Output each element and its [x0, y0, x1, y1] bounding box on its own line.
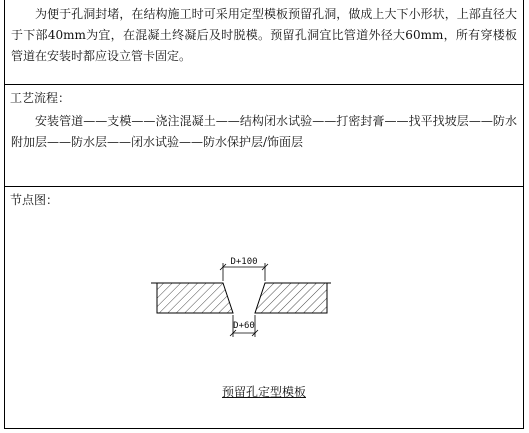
- node-section: [5, 187, 523, 429]
- diagram-caption: 预留孔定型模板: [221, 385, 306, 399]
- document-table: [4, 0, 524, 429]
- process-label: 工艺流程：: [10, 91, 71, 105]
- bottom-dimension: [230, 315, 258, 337]
- process-section: [5, 85, 523, 187]
- intro-paragraph: 为便于孔洞封堵，在结构施工时可采用定型模板预留孔洞，做成上大下小形状，上部直径大于下部40mm为宜，在混凝土终凝后及时脱模。预留孔洞宜比管道外径大60mm，所有穿楼板管道在安装时都应设立管卡固定。: [11, 7, 517, 63]
- top-dimension: [220, 257, 268, 281]
- process-paragraph: 安装管道——支模——浇注混凝土——结构闭水试验——打密封膏——找平找坡层——防水附加层——防水层——闭水试验——防水保护层/饰面层: [11, 114, 517, 149]
- left-slab: [157, 283, 233, 313]
- node-label: 节点图：: [10, 193, 59, 207]
- intro-section: [5, 0, 523, 85]
- dim-bottom-label: D+60: [233, 321, 255, 331]
- node-diagram: [151, 253, 331, 343]
- right-slab: [255, 283, 327, 313]
- dim-top-label: D+100: [230, 257, 258, 267]
